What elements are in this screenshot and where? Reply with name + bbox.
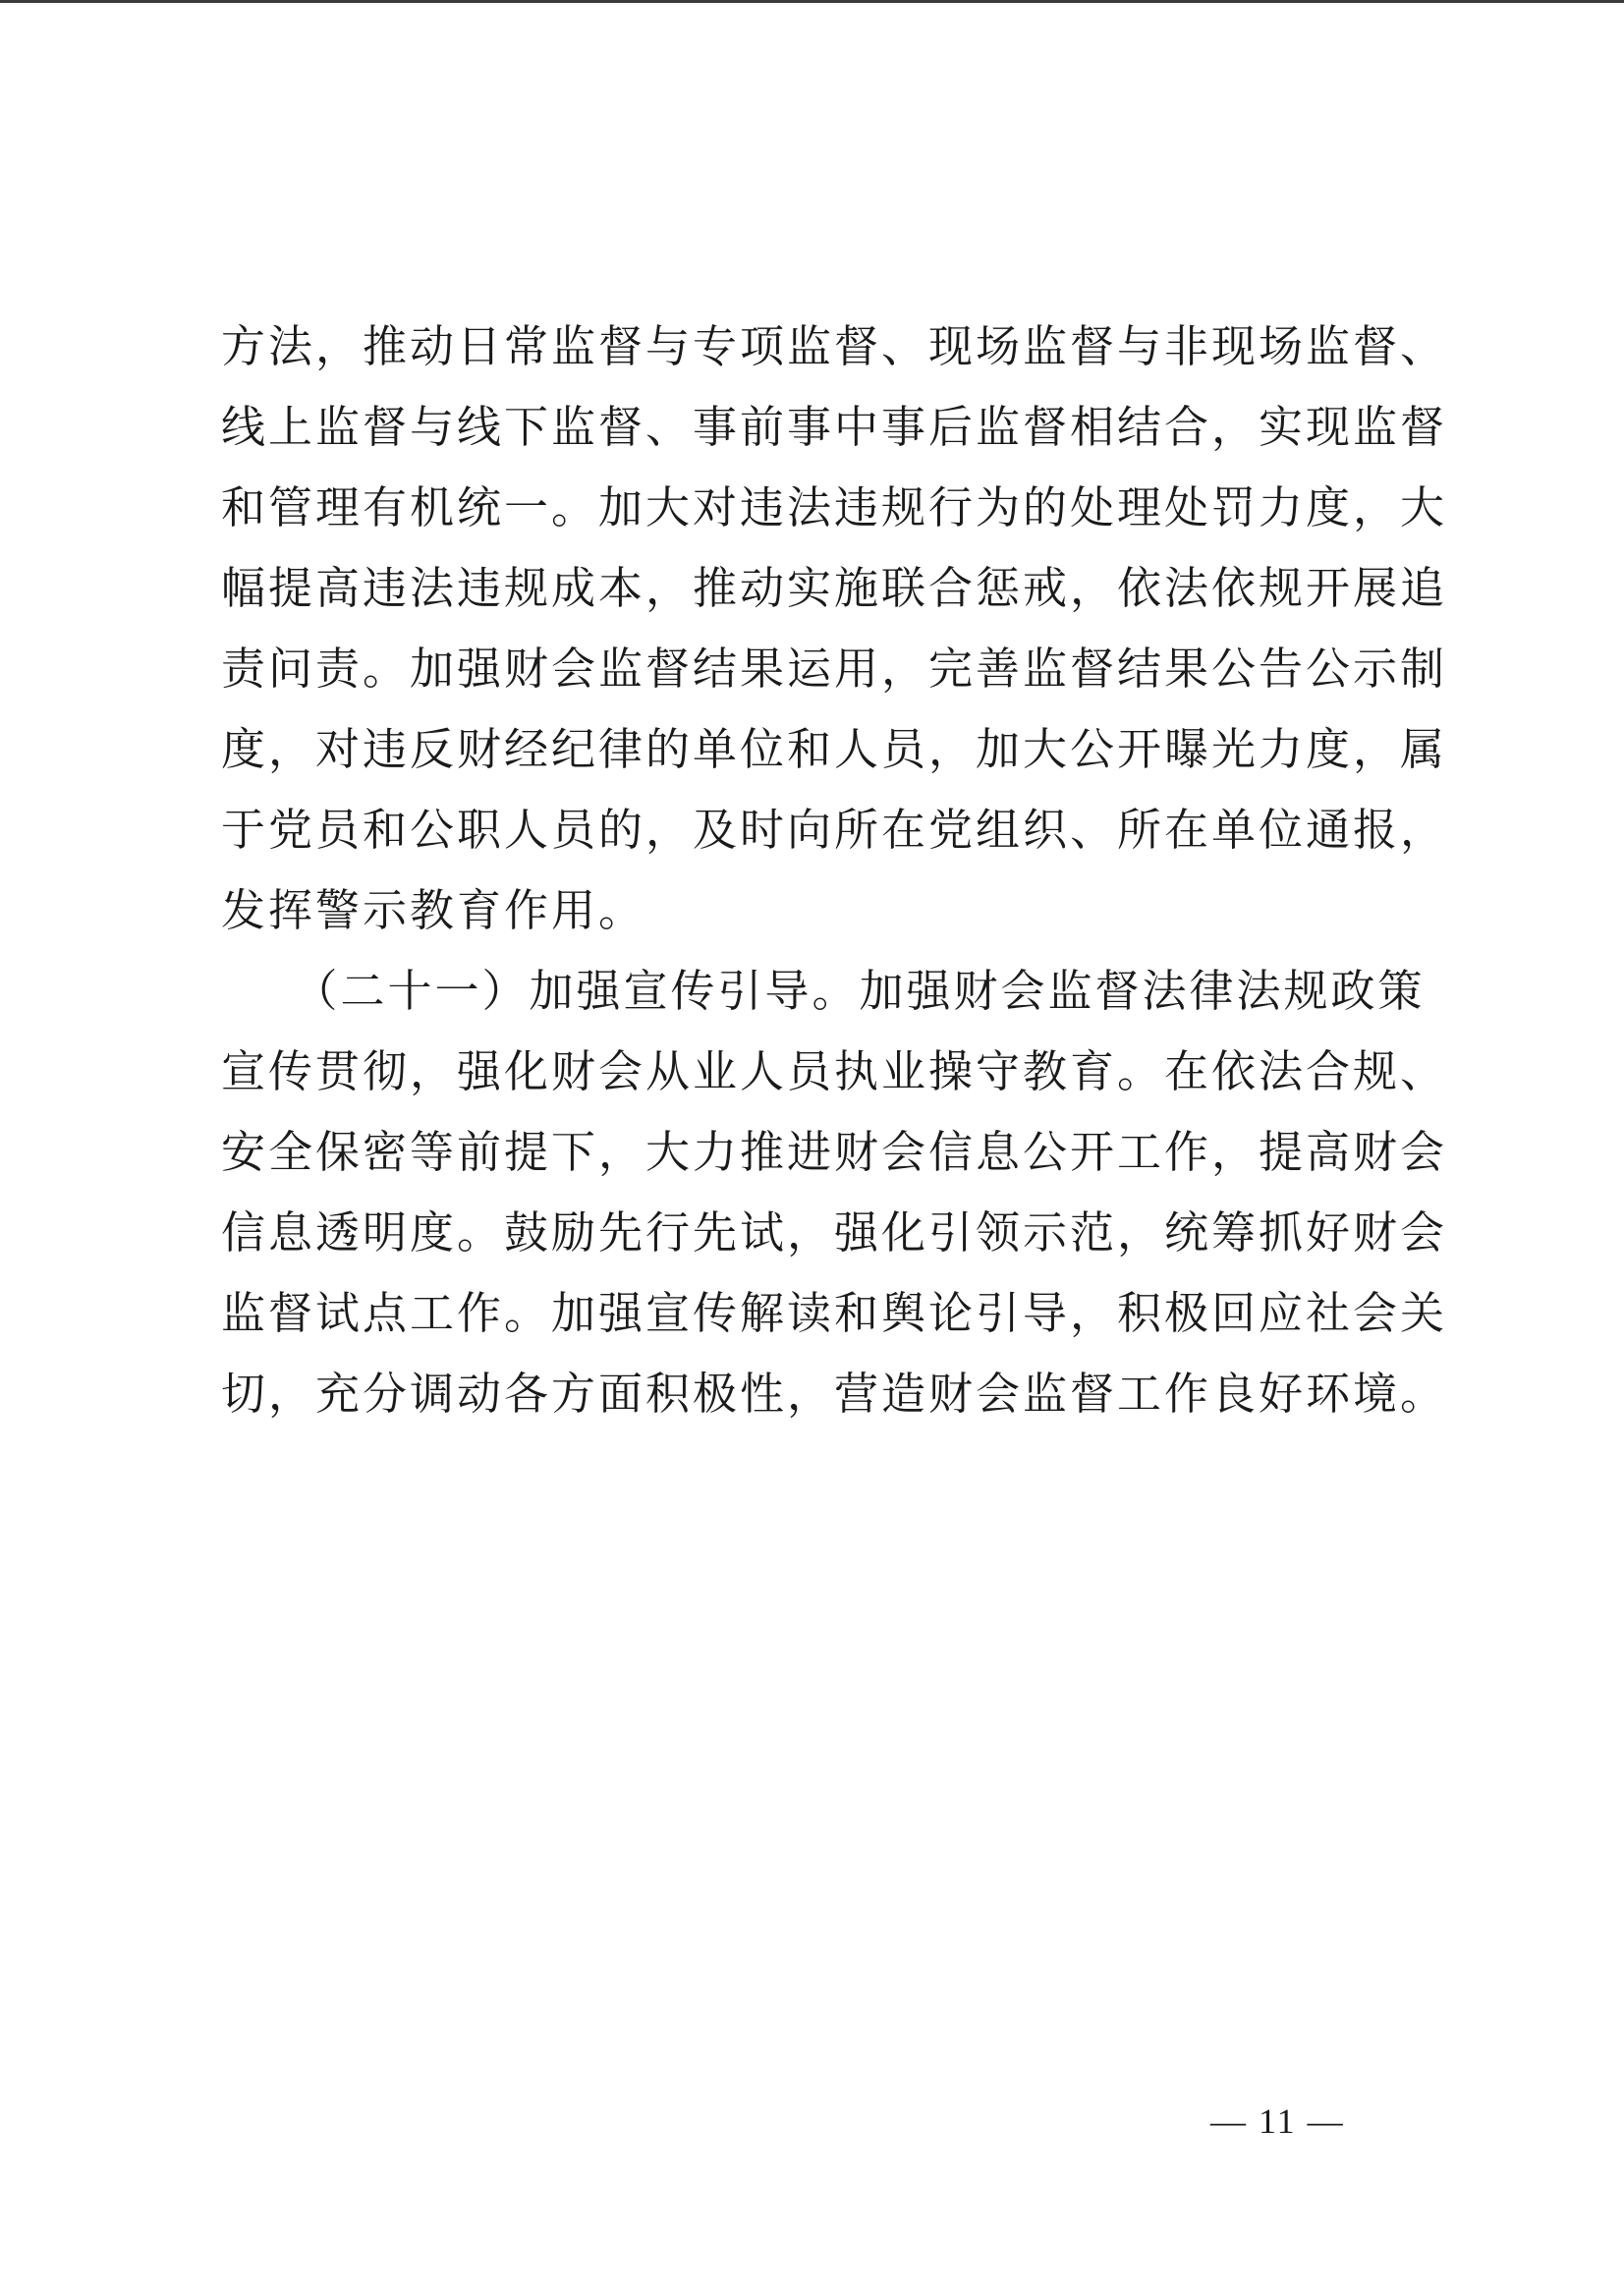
text-line: 线上监督与线下监督、事前事中事后监督相结合，实现监督	[221, 401, 1448, 453]
text-line: 幅提高违法违规成本，推动实施联合惩戒，依法依规开展追	[221, 562, 1448, 614]
paragraph-1	[221, 307, 1448, 951]
text-line: 于党员和公职人员的，及时向所在党组织、所在单位通报，	[221, 804, 1448, 856]
text-line: （二十一）加强宣传引导。加强财会监督法律法规政策	[221, 965, 1426, 1017]
text-line: 发挥警示教育作用。	[221, 884, 646, 936]
text-line: 安全保密等前提下，大力推进财会信息公开工作，提高财会	[221, 1126, 1448, 1178]
text-line: 信息透明度。鼓励先行先试，强化引领示范，统筹抓好财会	[221, 1206, 1448, 1259]
page-number: — 11 —	[1210, 2101, 1345, 2141]
paragraph-2	[221, 951, 1448, 1434]
body-text	[221, 307, 1448, 1434]
text-line: 方法，推动日常监督与专项监督、现场监督与非现场监督、	[221, 320, 1448, 372]
text-line: 宣传贯彻，强化财会从业人员执业操守教育。在依法合规、	[221, 1045, 1448, 1097]
text-line: 责问责。加强财会监督结果运用，完善监督结果公告公示制	[221, 643, 1448, 695]
text-line: 和管理有机统一。加大对违法违规行为的处理处罚力度，大	[221, 481, 1448, 533]
text-line: 度，对违反财经纪律的单位和人员，加大公开曝光力度，属	[221, 723, 1448, 775]
scan-top-edge	[0, 0, 1624, 3]
text-line: 监督试点工作。加强宣传解读和舆论引导，积极回应社会关	[221, 1287, 1448, 1339]
text-line: 切，充分调动各方面积极性，营造财会监督工作良好环境。	[221, 1368, 1448, 1420]
